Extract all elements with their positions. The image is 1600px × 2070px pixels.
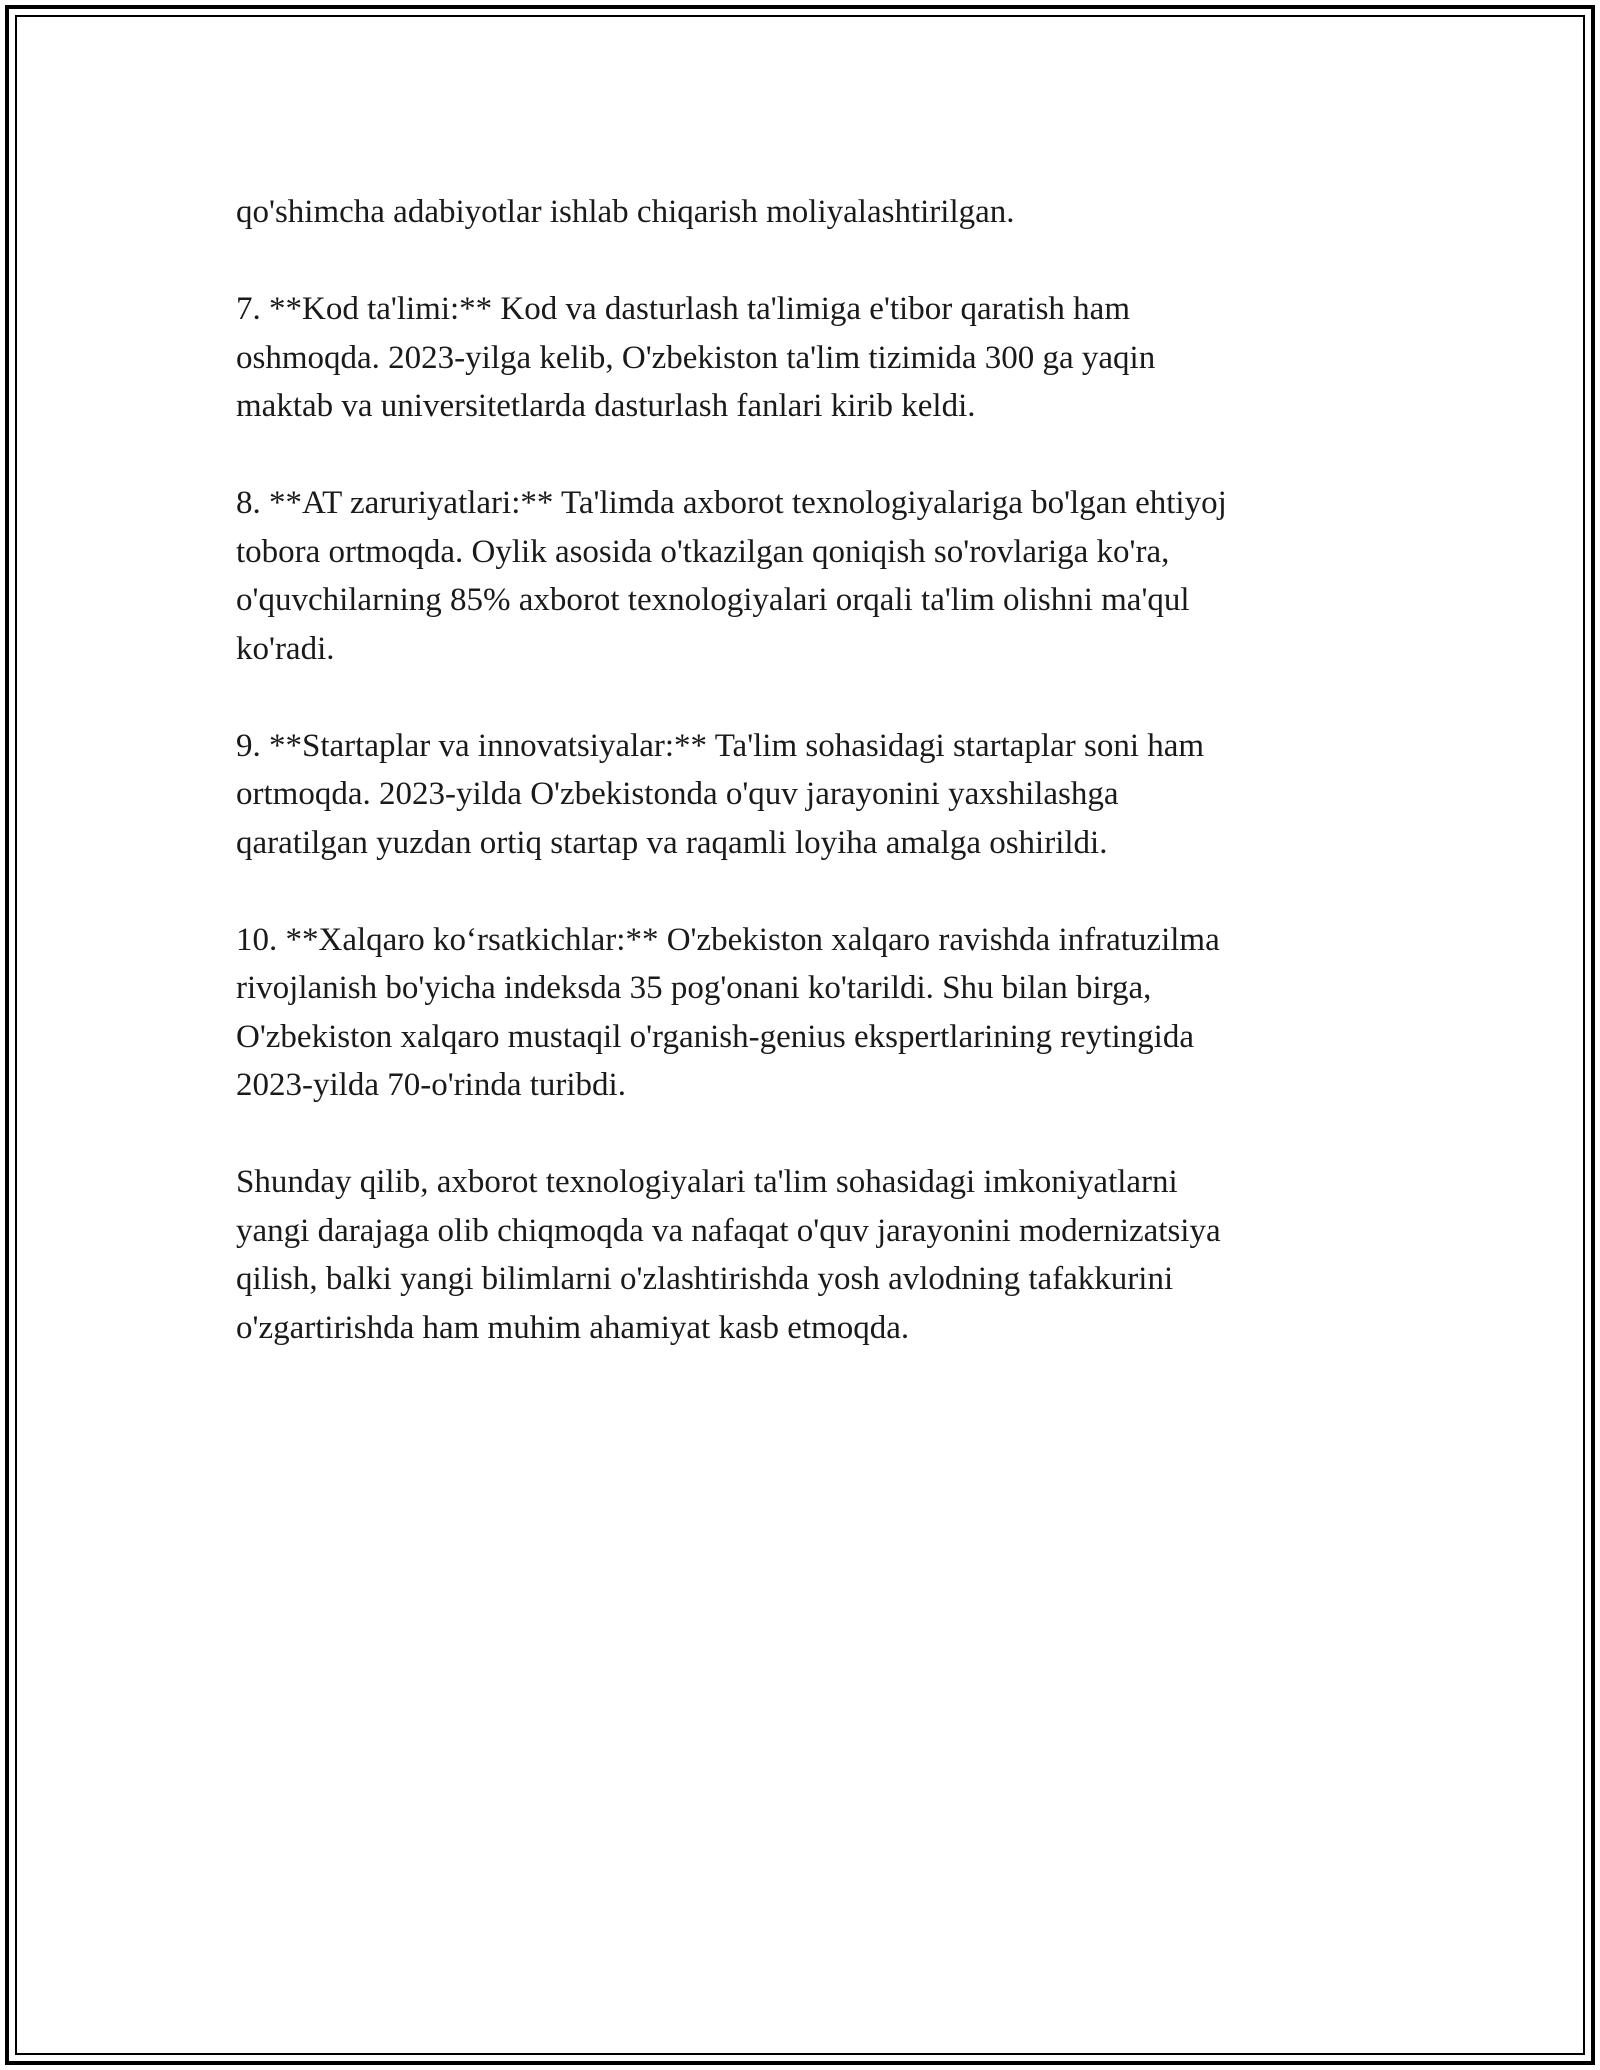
paragraph-conclusion: Shunday qilib, axborot texnologiyalari ta'lim sohasidagi imkoniyatlarni yangi darajaga olib chiqmoqda va nafaqat o'quv jarayonini modernizatsiya qilish, balki yangi bilimlarni o'zlashtirishda yosh avlodning tafakkurini o'zgartirishda ham muhim ahamiyat kasb etmoqda.: [236, 1164, 1221, 1346]
paragraph-item-8: 8. **AT zaruriyatlari:** Ta'limda axborot texnologiyalariga bo'lgan ehtiyoj tobora ortmoqda. Oylik asosida o'tkazilgan qoniqish so'rovlariga ko'ra, o'quvchilarning 85% axborot texnologiyalari orqali ta'lim olishni ma'qul ko'radi.: [236, 485, 1227, 667]
paragraph-item-7: 7. **Kod ta'limi:** Kod va dasturlash ta'limiga e'tibor qaratish ham oshmoqda. 2023-yilga kelib, O'zbekiston ta'lim tizimida 300 ga yaqin maktab va universitetlarda dasturlash fanlari kirib keldi.: [236, 291, 1156, 424]
paragraph-continuation: qo'shimcha adabiyotlar ishlab chiqarish moliyalashtirilgan.: [236, 194, 1015, 230]
paragraph-item-9: 9. **Startaplar va innovatsiyalar:** Ta'lim sohasidagi startaplar soni ham ortmoqda. 2023-yilda O'zbekistonda o'quv jarayonini yaxshilashga qaratilgan yuzdan ortiq startap va raqamli loyiha amalga oshirildi.: [236, 727, 1205, 861]
paragraph-item-10: 10. **Xalqaro ko‘rsatkichlar:** O'zbekiston xalqaro ravishda infratuzilma rivojlanish bo'yicha indeksda 35 pog'onani ko'tarildi. Shu bilan birga, O'zbekiston xalqaro mustaqil o'rganish-genius ekspertlarining reytingida 2023-yilda 70-o'rinda turibdi.: [236, 921, 1220, 1103]
document-body: [236, 188, 1376, 1401]
